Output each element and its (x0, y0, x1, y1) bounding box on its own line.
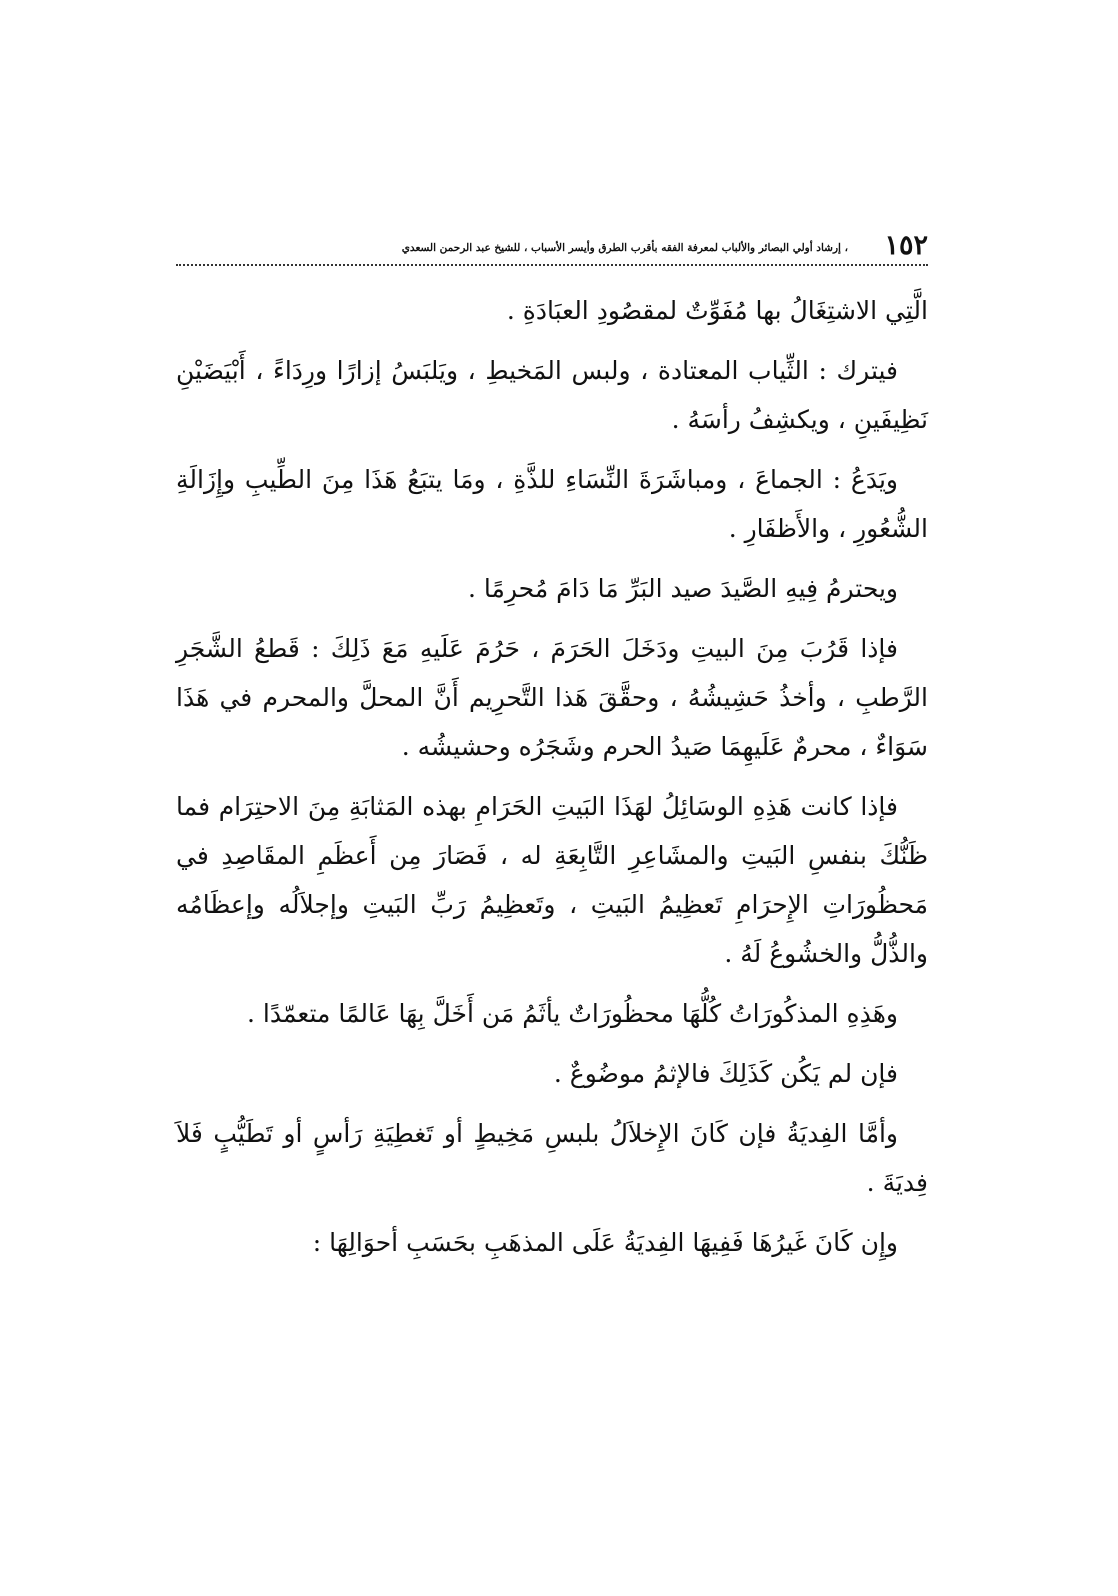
paragraph: الَّتِي الاشتِغَالُ بها مُفَوِّتٌ لمقصُودِ العبَادَةِ . (506, 296, 928, 325)
paragraph: فإذا قَرُبَ مِنَ البيتِ ودَخَلَ الحَرَمَ ، حَرُمَ عَلَيهِ مَعَ ذَلِكَ : قَطعُ الشَّجَرِ الرَّطبِ ، وأخذُ حَشِيشُهُ ، وحقَّقَ هَذا التَّحرِيم أَنَّ المحلَّ والمحرم في هَذَا سَوَاءٌ ، محرمٌ عَلَيهِمَا صَيدُ الحرم وشَجَرُه وحشيشُه . (176, 634, 928, 761)
paragraph: وأمَّا الفِديَةُ فإن كَانَ الإِخلاَلُ بلبسِ مَخِيطٍ أو تَغطِيَةِ رَأسٍ أو تَطَيُّبٍ فَلاَ فِديَةَ . (176, 1119, 928, 1197)
running-title: ، إرشاد أولي البصائر والألباب لمعرفة الفقه بأقرب الطرق وأيسر الأسباب ، للشيخ عبد الرحمن السعدي (401, 242, 848, 254)
paragraph: وإِن كَانَ غَيرُهَا فَفِيهَا الفِديَةُ عَلَى المذهَبِ بحَسَبِ أحوَالِهَا : (312, 1228, 898, 1257)
page-body (176, 286, 928, 1278)
page-header (176, 226, 928, 266)
page-number: ١٥٢ (884, 230, 928, 261)
paragraph: فإن لم يَكُن كَذَلِكَ فالإثمُ موضُوعٌ . (553, 1059, 898, 1088)
paragraph: فإذا كانت هَذِهِ الوسَائِلُ لهَذَا البَيتِ الحَرَامِ بهذه المَثابَةِ مِنَ الاحتِرَام فما ظَنُّكَ بنفسِ البَيتِ والمشَاعِرِ التَّابِعَةِ له ، فَصَارَ مِن أَعظَمِ المقَاصِدِ في مَحظُورَاتِ الإِحرَامِ تَعظِيمُ البَيتِ ، وتَعظِيمُ رَبِّ البَيتِ وإجلاَلُه وإعظَامُه والذُّلُّ والخشُوعُ لَهُ . (176, 792, 928, 968)
paragraph: ويَدَعُ : الجماعَ ، ومباشَرَةَ النِّسَاءِ للذَّةِ ، ومَا يتبَعُ هَذَا مِنَ الطِّيبِ وإِزَالَةِ الشُّعُورِ ، والأَظفَارِ . (176, 465, 928, 543)
paragraph: ويحترمُ فِيهِ الصَّيدَ صيد البَرِّ مَا دَامَ مُحرِمًا . (467, 574, 898, 603)
paragraph: فيترك : الثِّياب المعتادة ، ولبس المَخيطِ ، ويَلبَسُ إزارًا ورِدَاءً ، أَبْيَضَيْنِ نَظِيفَينِ ، ويكشِفُ رأسَهُ . (176, 356, 928, 434)
header-divider (176, 264, 928, 266)
paragraph: وهَذِهِ المذكُورَاتُ كُلُّهَا محظُورَاتٌ يأثَمُ مَن أَخَلَّ بِهَا عَالمًا متعمّدًا . (247, 999, 898, 1028)
